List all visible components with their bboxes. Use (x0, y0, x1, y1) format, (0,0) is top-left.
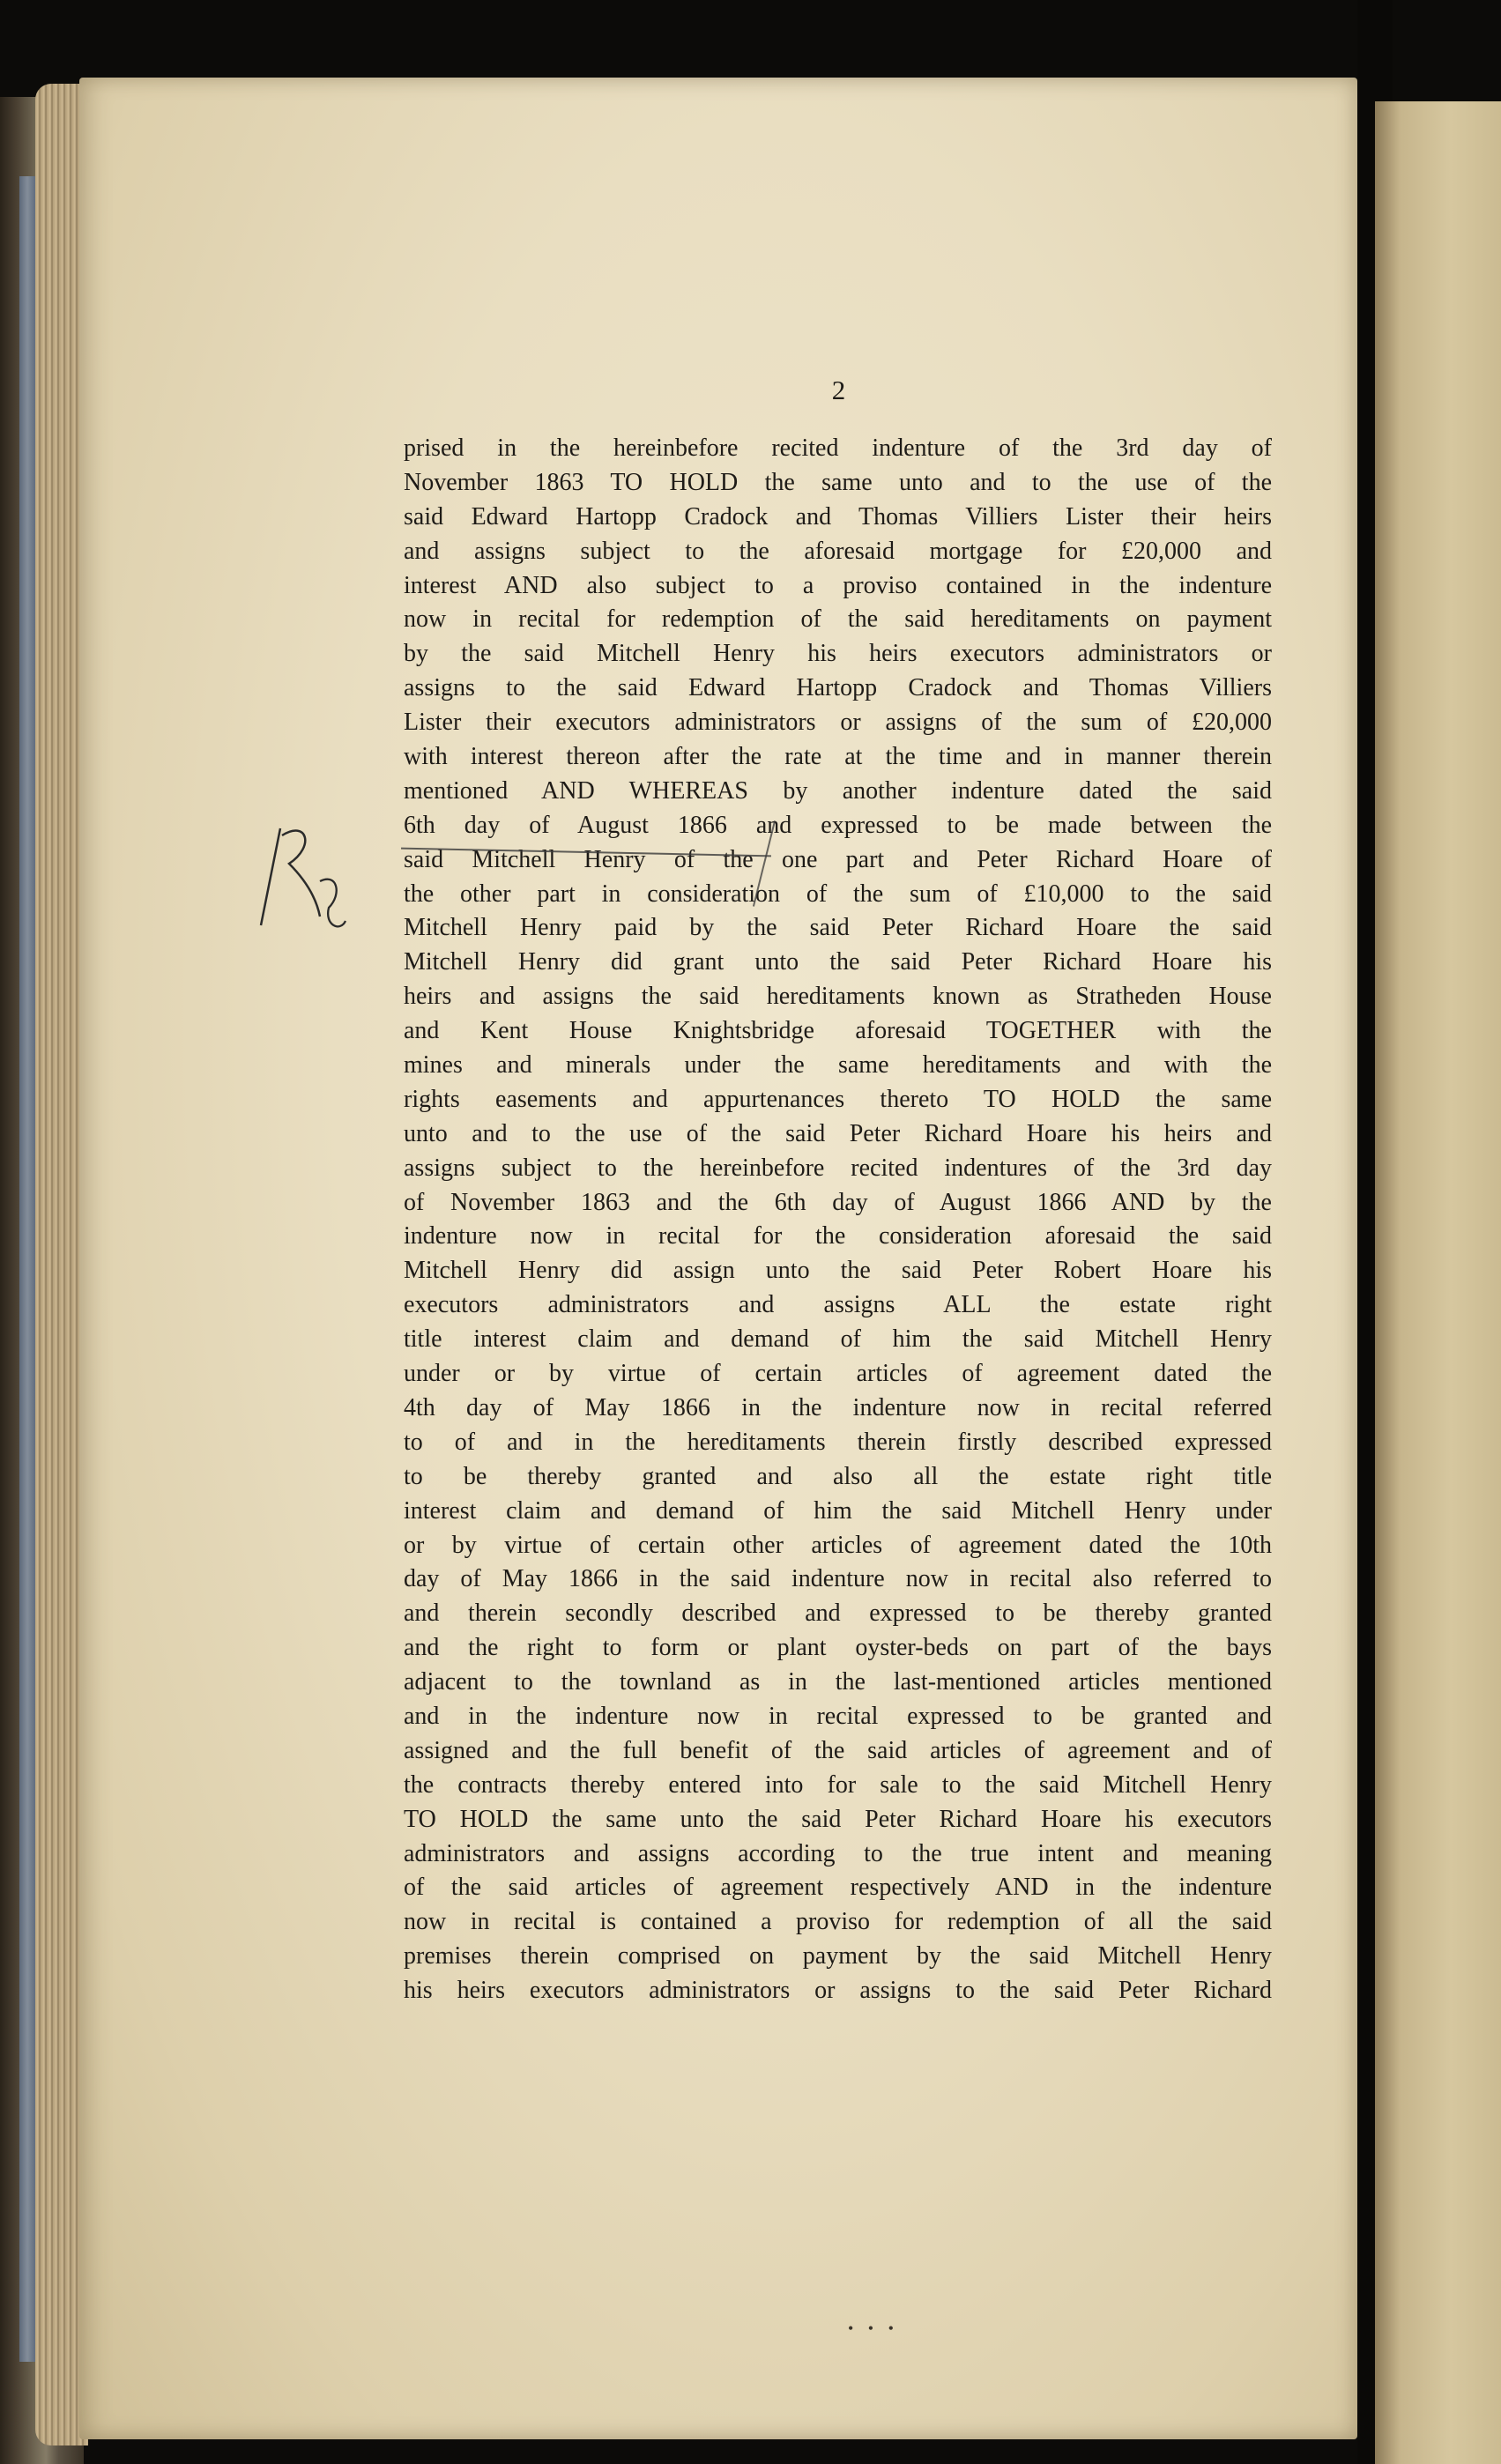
text-line: or by virtue of certain other articles of agreement dated the 10th (404, 1531, 1272, 1559)
text-line: now in recital is contained a proviso for redemption of all the said (404, 1908, 1272, 1936)
handwritten-margin-note (254, 811, 351, 934)
text-line: his heirs executors administrators or assigns to the said Peter Richard (404, 1977, 1272, 2005)
text-line: premises therein comprised on payment by the said Mitchell Henry (404, 1942, 1272, 1970)
text-line: indenture now in recital for the consideration aforesaid the said (404, 1222, 1272, 1251)
text-line: heirs and assigns the said hereditaments known as Stratheden House (404, 983, 1272, 1011)
text-line: 4th day of May 1866 in the indenture now in recital referred (404, 1393, 1272, 1421)
text-line: Mitchell Henry did assign unto the said Peter Robert Hoare his (404, 1257, 1272, 1285)
text-line: prised in the hereinbefore recited indenture of the 3rd day of (404, 434, 1272, 462)
text-line: with interest thereon after the rate at the time and in manner therein (404, 743, 1272, 771)
text-line: to of and in the hereditaments therein firstly described expressed (404, 1428, 1272, 1456)
text-line: assigned and the full benefit of the said articles of agreement and of (404, 1736, 1272, 1764)
text-line: executors administrators and assigns ALL the estate right (404, 1291, 1272, 1319)
text-line: mines and minerals under the same hereditaments and with the (404, 1051, 1272, 1080)
text-line: unto and to the use of the said Peter Richard Hoare his heirs and (404, 1119, 1272, 1147)
text-line: said Mitchell Henry of the one part and Peter Richard Hoare of (404, 845, 1272, 873)
text-line: of the said articles of agreement respectively AND in the indenture (404, 1874, 1272, 1902)
text-line: and in the indenture now in recital expressed to be granted and (404, 1702, 1272, 1730)
adjacent-page-edge (1375, 101, 1501, 2464)
text-line: to be thereby granted and also all the estate right title (404, 1462, 1272, 1490)
text-line: November 1863 TO HOLD the same unto and to the use of the (404, 468, 1272, 496)
text-line: 6th day of August 1866 and expressed to be made between the (404, 811, 1272, 839)
text-line: Mitchell Henry did grant unto the said Peter Richard Hoare his (404, 948, 1272, 976)
text-line: mentioned AND WHEREAS by another indenture dated the said (404, 776, 1272, 805)
binding-cloth (19, 176, 35, 2362)
text-line: adjacent to the townland as in the last-mentioned articles mentioned (404, 1668, 1272, 1696)
text-line: said Edward Hartopp Cradock and Thomas Villiers Lister their heirs (404, 502, 1272, 531)
page-number: 2 (831, 375, 846, 405)
text-line: and assigns subject to the aforesaid mortgage for £20,000 and (404, 537, 1272, 565)
text-line: Lister their executors administrators or assigns of the sum of £20,000 (404, 709, 1272, 737)
text-line: assigns subject to the hereinbefore recited indentures of the 3rd day (404, 1154, 1272, 1182)
text-line: Mitchell Henry paid by the said Peter Richard Hoare the said (404, 914, 1272, 942)
text-line: of November 1863 and the 6th day of August 1866 AND by the (404, 1188, 1272, 1216)
text-line: under or by virtue of certain articles of agreement dated the (404, 1360, 1272, 1388)
text-line: rights easements and appurtenances thereto TO HOLD the same (404, 1085, 1272, 1113)
text-line: day of May 1866 in the said indenture now in recital also referred to (404, 1565, 1272, 1593)
text-line: the contracts thereby entered into for sale to the said Mitchell Henry (404, 1770, 1272, 1799)
text-line: interest AND also subject to a proviso contained in the indenture (404, 571, 1272, 599)
text-line: now in recital for redemption of the said hereditaments on payment (404, 605, 1272, 634)
text-line: assigns to the said Edward Hartopp Cradock and Thomas Villiers (404, 674, 1272, 702)
text-line: and therein secondly described and expressed to be thereby granted (404, 1599, 1272, 1628)
text-line: TO HOLD the same unto the said Peter Richard Hoare his executors (404, 1805, 1272, 1833)
text-line: title interest claim and demand of him the said Mitchell Henry (404, 1325, 1272, 1354)
text-line: interest claim and demand of him the said Mitchell Henry under (404, 1496, 1272, 1525)
body-text (404, 432, 1272, 2008)
page-stain-dots: • • • (848, 2319, 899, 2337)
text-line: administrators and assigns according to the true intent and meaning (404, 1839, 1272, 1867)
text-line: by the said Mitchell Henry his heirs executors administrators or (404, 640, 1272, 668)
text-line: and Kent House Knightsbridge aforesaid TOGETHER with the (404, 1017, 1272, 1045)
text-line: the other part in consideration of the sum of £10,000 to the said (404, 879, 1272, 908)
text-line: and the right to form or plant oyster-beds on part of the bays (404, 1634, 1272, 1662)
